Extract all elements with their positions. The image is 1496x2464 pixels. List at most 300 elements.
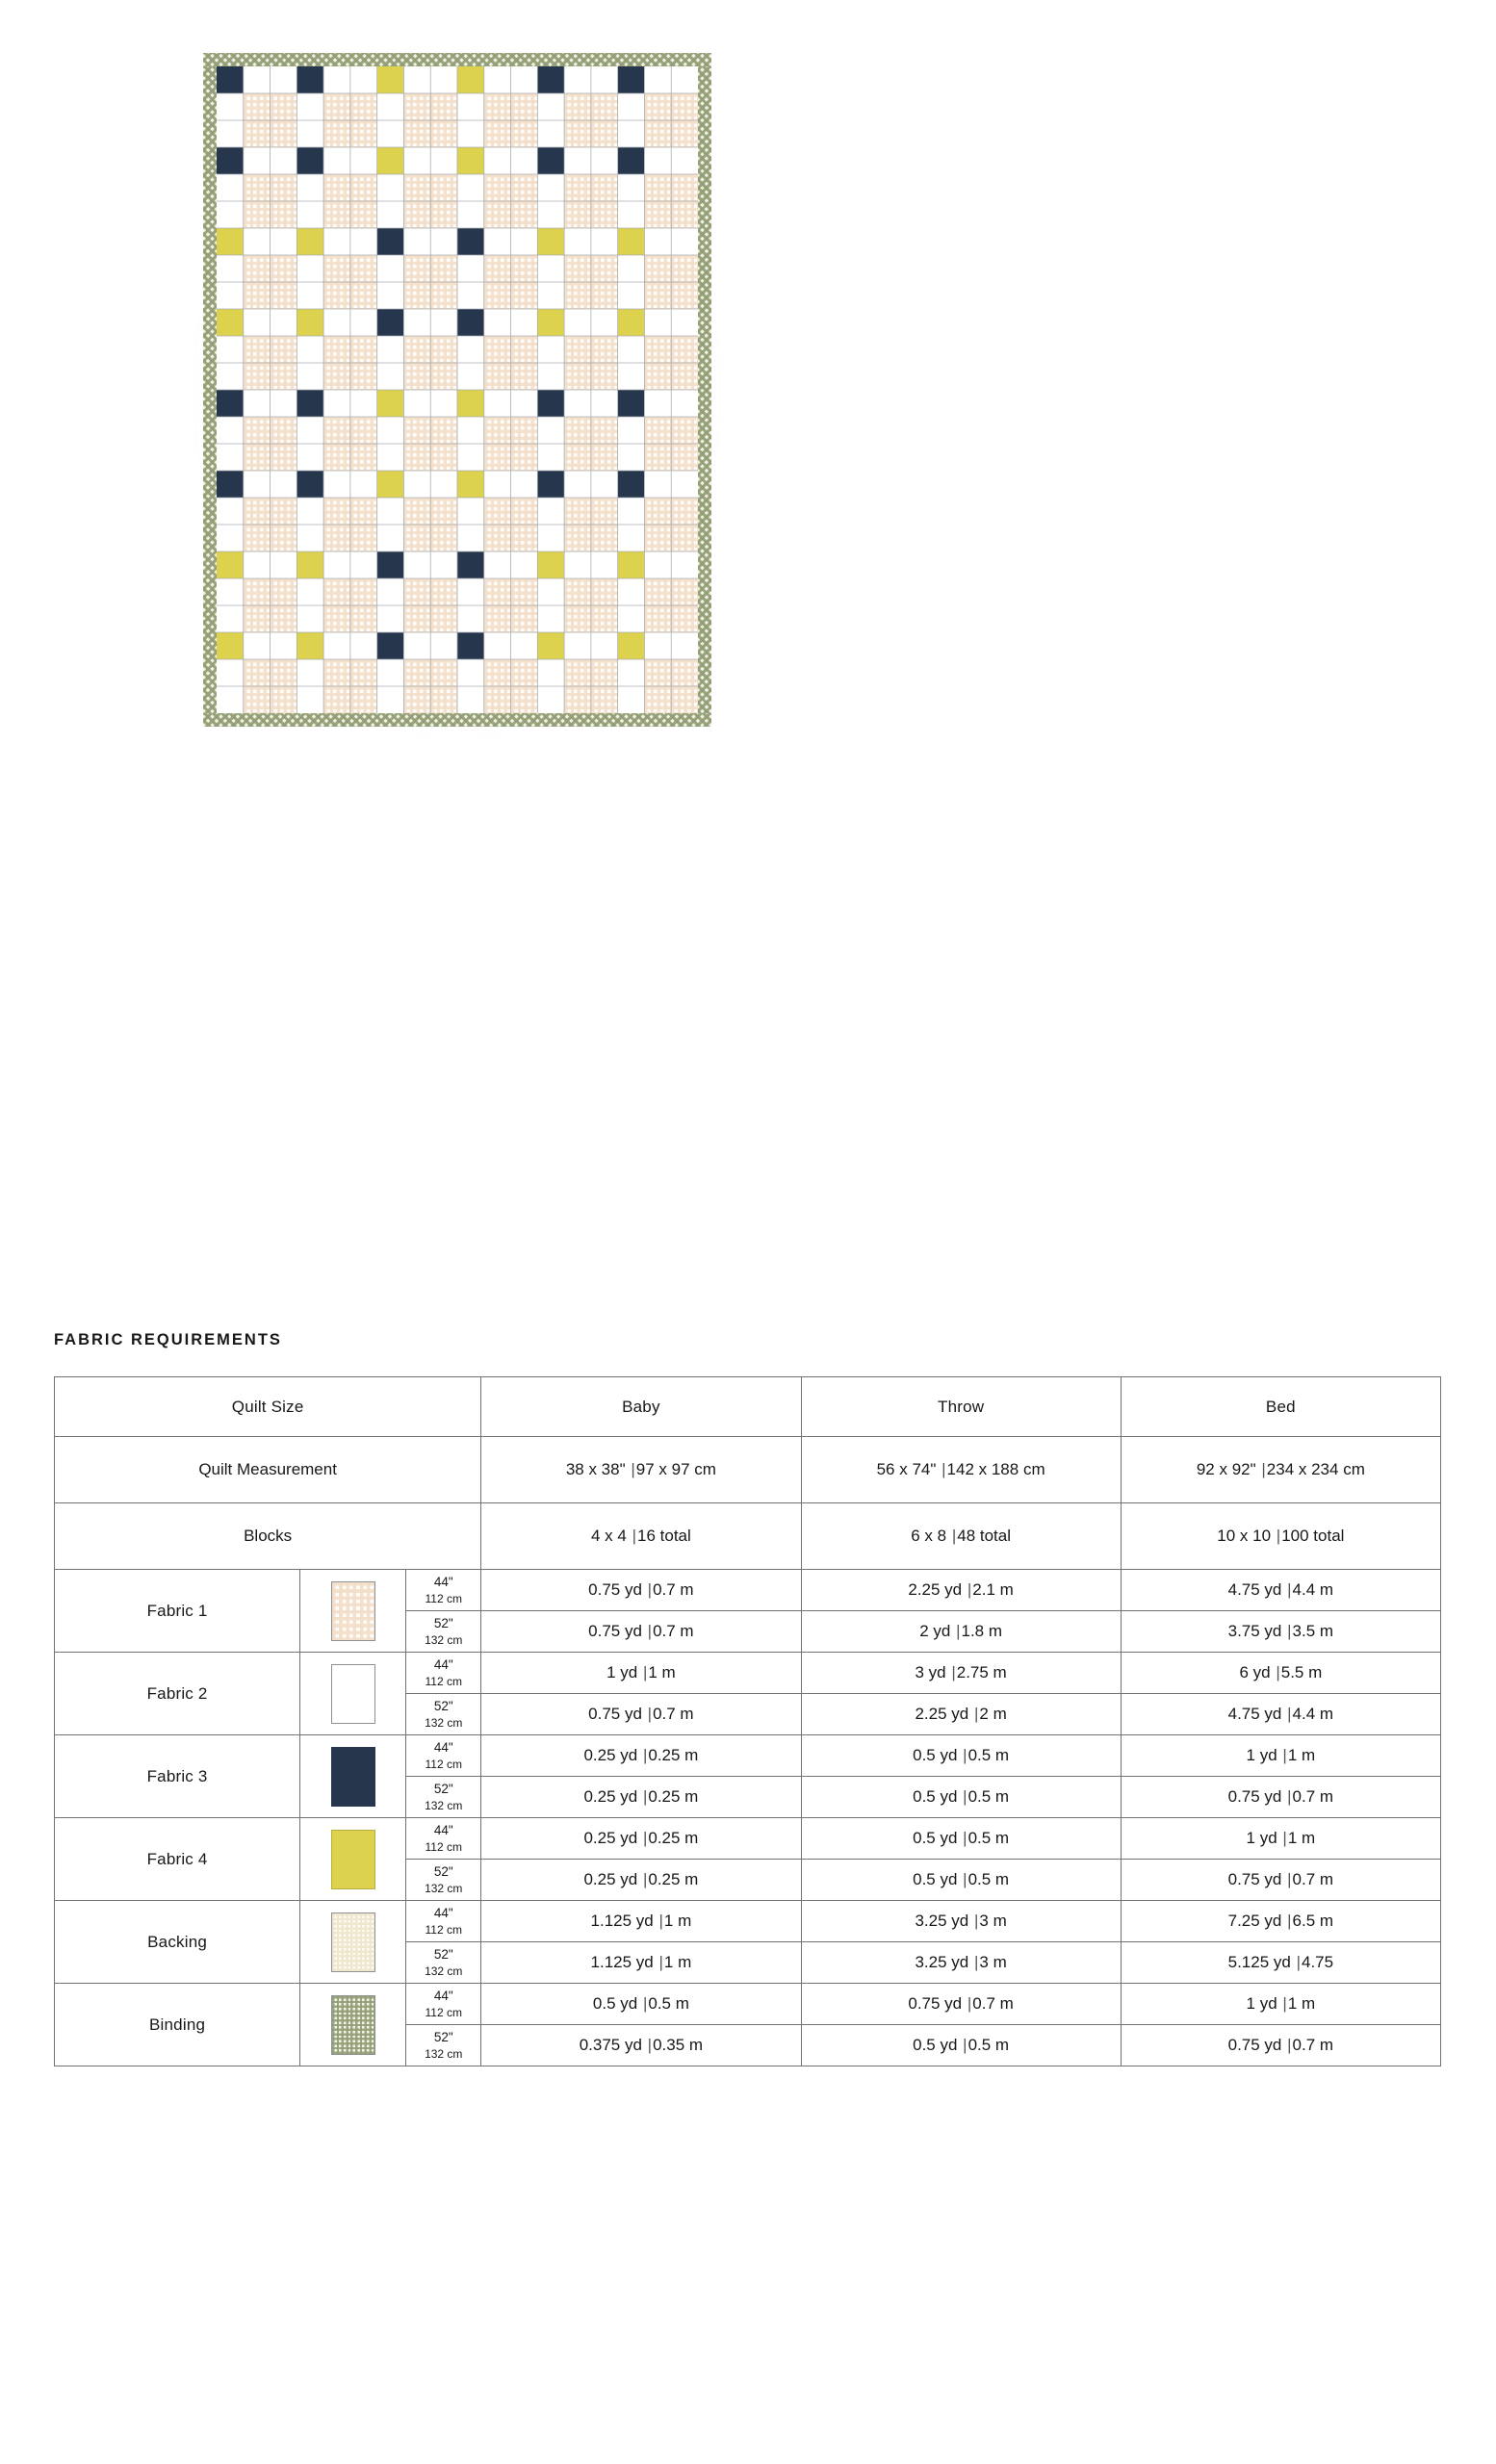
quilt-patch [457, 444, 484, 471]
quilt-patch [618, 417, 645, 444]
quilt-patch [323, 282, 350, 309]
quilt-patch [591, 201, 618, 228]
fabric-width-cell [406, 1984, 481, 2025]
quilt-patch [644, 228, 671, 255]
quilt-patch [403, 444, 430, 471]
quilt-patch [564, 309, 591, 336]
quilt-patch [511, 255, 538, 282]
quilt-patch [271, 686, 297, 713]
quilt-patch [297, 471, 323, 498]
quilt-patch [457, 309, 484, 336]
blocks-value-2: 10 x 10 |100 total [1121, 1503, 1440, 1570]
quilt-patch [484, 605, 511, 632]
quilt-patch [271, 417, 297, 444]
quilt-patch [430, 174, 457, 201]
value-separator: | [1287, 1580, 1292, 1599]
fabric-label-binding: Binding [55, 1984, 300, 2066]
quilt-patch [511, 686, 538, 713]
fabric-amount-1: 3.25 yd |3 m [801, 1942, 1121, 1984]
quilt-patch [511, 444, 538, 471]
quilt-patch [484, 174, 511, 201]
quilt-patch [511, 525, 538, 552]
quilt-patch [350, 605, 377, 632]
quilt-patch [377, 93, 404, 120]
quilt-patch [537, 147, 564, 174]
quilt-patch [671, 255, 698, 282]
value-separator: | [632, 1527, 637, 1545]
quilt-patch [217, 444, 244, 471]
fabric-amount-2: 7.25 yd |6.5 m [1121, 1901, 1440, 1942]
quilt-patch [377, 228, 404, 255]
quilt-patch [377, 309, 404, 336]
sage-gingham-swatch [331, 1995, 375, 2055]
quilt-patch [644, 417, 671, 444]
quilt-patch [297, 309, 323, 336]
quilt-patch [323, 174, 350, 201]
quilt-patch [644, 147, 671, 174]
fabric-width-inches: 52" [433, 1863, 453, 1879]
quilt-patch [591, 309, 618, 336]
quilt-patch [403, 632, 430, 659]
fabric-amount-0: 0.75 yd |0.7 m [481, 1694, 801, 1735]
quilt-patch [323, 147, 350, 174]
value-separator: | [642, 1663, 648, 1681]
quilt-patch [457, 66, 484, 93]
quilt-patch [323, 659, 350, 686]
fabric-label-fabric-1: Fabric 1 [55, 1570, 300, 1653]
quilt-patch [671, 93, 698, 120]
quilt-patch [457, 525, 484, 552]
quilt-patch [403, 66, 430, 93]
fabric-row-fabric-3-0 [55, 1735, 1441, 1777]
fabric-width-cm: 132 cm [425, 1882, 463, 1896]
fabric-width-inches: 52" [433, 1698, 453, 1713]
quilt-patch [323, 201, 350, 228]
quilt-patch [271, 525, 297, 552]
quilt-patch [403, 498, 430, 525]
value-separator: | [1276, 1527, 1281, 1545]
quilt-patch [644, 66, 671, 93]
quilt-patch [457, 363, 484, 390]
fabric-amount-0: 0.25 yd |0.25 m [481, 1735, 801, 1777]
value-separator: | [1261, 1460, 1266, 1478]
quilt-patch [271, 120, 297, 147]
quilt-patch [297, 120, 323, 147]
quilt-patch [537, 552, 564, 578]
quilt-patch [244, 228, 271, 255]
quilt-patch [644, 632, 671, 659]
quilt-patch [644, 120, 671, 147]
quilt-patch [217, 552, 244, 578]
quilt-patch [644, 174, 671, 201]
quilt-patch [244, 147, 271, 174]
quilt-patch [537, 578, 564, 605]
quilt-patch [591, 498, 618, 525]
quilt-patch [457, 632, 484, 659]
value-separator: | [642, 1870, 648, 1888]
quilt-patch [377, 659, 404, 686]
fabric-amount-0: 0.75 yd |0.7 m [481, 1611, 801, 1653]
quilt-patch [618, 93, 645, 120]
quilt-patch [323, 255, 350, 282]
quilt-patch [217, 282, 244, 309]
quilt-patch [297, 282, 323, 309]
quilt-patch [457, 174, 484, 201]
quilt-patch [671, 498, 698, 525]
quilt-patch [618, 632, 645, 659]
quilt-patch [644, 363, 671, 390]
quilt-patch [618, 120, 645, 147]
quilt-patch [271, 228, 297, 255]
quilt-patch [671, 390, 698, 417]
fabric-amount-1: 0.5 yd |0.5 m [801, 2025, 1121, 2066]
fabric-width-cm: 112 cm [425, 1923, 462, 1938]
navy-solid-swatch [331, 1747, 375, 1807]
quilt-patch [430, 120, 457, 147]
fabric-amount-2: 1 yd |1 m [1121, 1735, 1440, 1777]
quilt-patch [457, 417, 484, 444]
quilt-patch [564, 417, 591, 444]
quilt-patch [244, 417, 271, 444]
quilt-patch [217, 66, 244, 93]
quilt-patch [350, 174, 377, 201]
quilt-patch [671, 444, 698, 471]
fabric-width-inches: 44" [433, 1988, 453, 2003]
quilt-patch [564, 498, 591, 525]
quilt-patch [297, 659, 323, 686]
value-separator: | [1282, 1994, 1287, 2013]
quilt-patch [457, 498, 484, 525]
quilt-patch [644, 93, 671, 120]
value-separator: | [658, 1953, 663, 1971]
quilt-patch [377, 201, 404, 228]
quilt-patch [217, 605, 244, 632]
quilt-patch [511, 632, 538, 659]
quilt-patch [377, 605, 404, 632]
quilt-patch [430, 471, 457, 498]
quilt-patch [511, 363, 538, 390]
quilt-patch [511, 174, 538, 201]
fabric-width-cell [406, 1942, 481, 1984]
quilt-patch [457, 147, 484, 174]
quilt-patch [484, 390, 511, 417]
quilt-patch [350, 228, 377, 255]
quilt-patch [618, 309, 645, 336]
value-separator: | [973, 1953, 979, 1971]
value-separator: | [642, 1787, 648, 1806]
quilt-patch [671, 363, 698, 390]
quilt-patch [537, 66, 564, 93]
value-separator: | [647, 1622, 653, 1640]
quilt-patch [350, 93, 377, 120]
quilt-patch [323, 309, 350, 336]
quilt-patch [457, 228, 484, 255]
quilt-patch [644, 498, 671, 525]
quilt-patch [244, 605, 271, 632]
quilt-patch [591, 66, 618, 93]
fabric-label-fabric-2: Fabric 2 [55, 1653, 300, 1735]
quilt-patch [297, 444, 323, 471]
quilt-patch [403, 390, 430, 417]
quilt-patch [271, 174, 297, 201]
quilt-patch [430, 147, 457, 174]
fabric-amount-0: 0.25 yd |0.25 m [481, 1860, 801, 1901]
quilt-patch [297, 66, 323, 93]
quilt-patch [271, 282, 297, 309]
quilt-patch [591, 605, 618, 632]
value-separator: | [951, 1527, 957, 1545]
quilt-patch [377, 552, 404, 578]
value-separator: | [967, 1994, 972, 2013]
quilt-patch [297, 498, 323, 525]
quilt-patch [430, 686, 457, 713]
fabric-width-cell [406, 1860, 481, 1901]
quilt-patch [377, 390, 404, 417]
quilt-patch [323, 471, 350, 498]
quilt-patch [564, 93, 591, 120]
quilt-patch [537, 201, 564, 228]
quilt-patch [323, 686, 350, 713]
value-separator: | [642, 1829, 648, 1847]
fabric-amount-2: 0.75 yd |0.7 m [1121, 1860, 1440, 1901]
quilt-patch [671, 525, 698, 552]
quilt-patch [217, 336, 244, 363]
quilt-patch [350, 363, 377, 390]
quilt-patch [644, 578, 671, 605]
quilt-patch [457, 120, 484, 147]
value-separator: | [1287, 1870, 1292, 1888]
value-separator: | [642, 1994, 648, 2013]
quilt-patch [457, 659, 484, 686]
quilt-patch [217, 120, 244, 147]
quilt-patch [217, 363, 244, 390]
quilt-patch [297, 632, 323, 659]
quilt-diagram [203, 53, 711, 727]
quilt-patch [271, 255, 297, 282]
quilt-patch [350, 632, 377, 659]
quilt-patch [644, 525, 671, 552]
quilt-patch [537, 363, 564, 390]
fabric-label-fabric-3: Fabric 3 [55, 1735, 300, 1818]
quilt-patch [217, 147, 244, 174]
quilt-patch [457, 552, 484, 578]
quilt-patch [403, 255, 430, 282]
quilt-patch [511, 228, 538, 255]
quilt-patch [271, 363, 297, 390]
quilt-patch [271, 552, 297, 578]
quilt-patch [511, 471, 538, 498]
quilt-patch [484, 66, 511, 93]
quilt-patch [618, 282, 645, 309]
quilt-patch [377, 525, 404, 552]
quilt-patch [430, 336, 457, 363]
quilt-patch [297, 93, 323, 120]
quilt-patch [377, 632, 404, 659]
quilt-measurement-value-1: 56 x 74" |142 x 188 cm [801, 1437, 1121, 1503]
quilt-patch [403, 525, 430, 552]
quilt-patch [271, 498, 297, 525]
quilt-patch [217, 228, 244, 255]
value-separator: | [647, 1580, 653, 1599]
quilt-patch [564, 147, 591, 174]
quilt-patch [430, 282, 457, 309]
quilt-patch [537, 498, 564, 525]
quilt-measurement-label: Quilt Measurement [55, 1437, 481, 1503]
quilt-patch [403, 174, 430, 201]
quilt-patch [244, 309, 271, 336]
fabric-width-cell [406, 1611, 481, 1653]
quilt-patch [564, 578, 591, 605]
quilt-patch [403, 93, 430, 120]
fabric-width-cm: 132 cm [425, 1799, 463, 1813]
quilt-patch [377, 147, 404, 174]
fabric-amount-2: 6 yd |5.5 m [1121, 1653, 1440, 1694]
fabric-amount-0: 0.25 yd |0.25 m [481, 1777, 801, 1818]
quilt-patch [297, 228, 323, 255]
quilt-patch [484, 282, 511, 309]
quilt-patch [618, 66, 645, 93]
quilt-patch [430, 578, 457, 605]
quilt-patch [430, 417, 457, 444]
quilt-patch [377, 255, 404, 282]
quilt-patch [484, 659, 511, 686]
value-separator: | [963, 2036, 967, 2054]
quilt-patch [564, 174, 591, 201]
quilt-patch [377, 444, 404, 471]
quilt-patch [591, 578, 618, 605]
fabric-amount-1: 0.5 yd |0.5 m [801, 1818, 1121, 1860]
header-size-bed: Bed [1121, 1377, 1440, 1437]
fabric-amount-0: 0.5 yd |0.5 m [481, 1984, 801, 2025]
quilt-patch [217, 498, 244, 525]
quilt-patch [457, 605, 484, 632]
quilt-patch [271, 309, 297, 336]
fabric-width-cm: 132 cm [425, 1964, 463, 1979]
quilt-patch [377, 686, 404, 713]
quilt-patch [377, 66, 404, 93]
quilt-patch [403, 659, 430, 686]
quilt-patch [484, 255, 511, 282]
fabric-amount-2: 4.75 yd |4.4 m [1121, 1570, 1440, 1611]
quilt-patch [591, 363, 618, 390]
quilt-patch [244, 525, 271, 552]
quilt-patch [297, 147, 323, 174]
quilt-patch [618, 498, 645, 525]
value-separator: | [647, 1705, 653, 1723]
quilt-patch [271, 66, 297, 93]
quilt-patch [244, 93, 271, 120]
quilt-patch [244, 390, 271, 417]
quilt-measurement-row [55, 1437, 1441, 1503]
fabric-amount-0: 1.125 yd |1 m [481, 1942, 801, 1984]
quilt-patch [271, 336, 297, 363]
fabric-amount-2: 0.75 yd |0.7 m [1121, 1777, 1440, 1818]
quilt-patch [591, 174, 618, 201]
quilt-patch [457, 578, 484, 605]
quilt-patch [618, 147, 645, 174]
quilt-patch [244, 282, 271, 309]
quilt-patch [618, 659, 645, 686]
fabric-width-cm: 112 cm [425, 1675, 462, 1689]
quilt-patch [403, 417, 430, 444]
fabric-swatch-cell [300, 1818, 406, 1901]
quilt-patch [430, 255, 457, 282]
fabric-amount-2: 4.75 yd |4.4 m [1121, 1694, 1440, 1735]
quilt-patch [297, 686, 323, 713]
quilt-patch [644, 309, 671, 336]
quilt-patch [484, 363, 511, 390]
quilt-patch [244, 336, 271, 363]
quilt-patch [537, 390, 564, 417]
quilt-patch [350, 282, 377, 309]
fabric-row-backing-0 [55, 1901, 1441, 1942]
quilt-patch [403, 282, 430, 309]
quilt-patch [430, 309, 457, 336]
quilt-patch [564, 552, 591, 578]
quilt-patch [591, 525, 618, 552]
fabric-row-fabric-4-0 [55, 1818, 1441, 1860]
quilt-patch [403, 578, 430, 605]
quilt-patch [671, 120, 698, 147]
quilt-patch [671, 686, 698, 713]
quilt-patch [430, 93, 457, 120]
quilt-patch [537, 309, 564, 336]
quilt-patch [644, 390, 671, 417]
quilt-patch [511, 578, 538, 605]
quilt-patch [377, 336, 404, 363]
quilt-patch [403, 605, 430, 632]
quilt-patch [350, 444, 377, 471]
quilt-patch [403, 336, 430, 363]
quilt-patch [511, 201, 538, 228]
quilt-patch [484, 201, 511, 228]
quilt-patch [564, 525, 591, 552]
blocks-value-0: 4 x 4 |16 total [481, 1503, 801, 1570]
quilt-patch [377, 417, 404, 444]
blocks-value-1: 6 x 8 |48 total [801, 1503, 1121, 1570]
quilt-patch [591, 255, 618, 282]
blocks-row [55, 1503, 1441, 1570]
quilt-patch [618, 686, 645, 713]
quilt-patch [297, 390, 323, 417]
quilt-patch [484, 552, 511, 578]
quilt-patch [430, 201, 457, 228]
quilt-patch [430, 363, 457, 390]
quilt-patch [484, 578, 511, 605]
quilt-patch [564, 686, 591, 713]
quilt-patch [430, 390, 457, 417]
quilt-patch [671, 309, 698, 336]
quilt-patch [217, 93, 244, 120]
quilt-measurement-value-2: 92 x 92" |234 x 234 cm [1121, 1437, 1440, 1503]
quilt-patch [217, 632, 244, 659]
fabric-width-cm: 132 cm [425, 1633, 463, 1648]
quilt-patch [350, 201, 377, 228]
quilt-patch [350, 471, 377, 498]
quilt-patch [403, 309, 430, 336]
quilt-patch [618, 578, 645, 605]
quilt-patch [511, 605, 538, 632]
quilt-patch [271, 659, 297, 686]
quilt-patch [403, 201, 430, 228]
fabric-amount-1: 0.75 yd |0.7 m [801, 1984, 1121, 2025]
quilt-patch [244, 201, 271, 228]
quilt-patch [671, 336, 698, 363]
quilt-patch [377, 471, 404, 498]
quilt-patch [644, 686, 671, 713]
fabric-label-backing: Backing [55, 1901, 300, 1984]
quilt-patch [484, 336, 511, 363]
